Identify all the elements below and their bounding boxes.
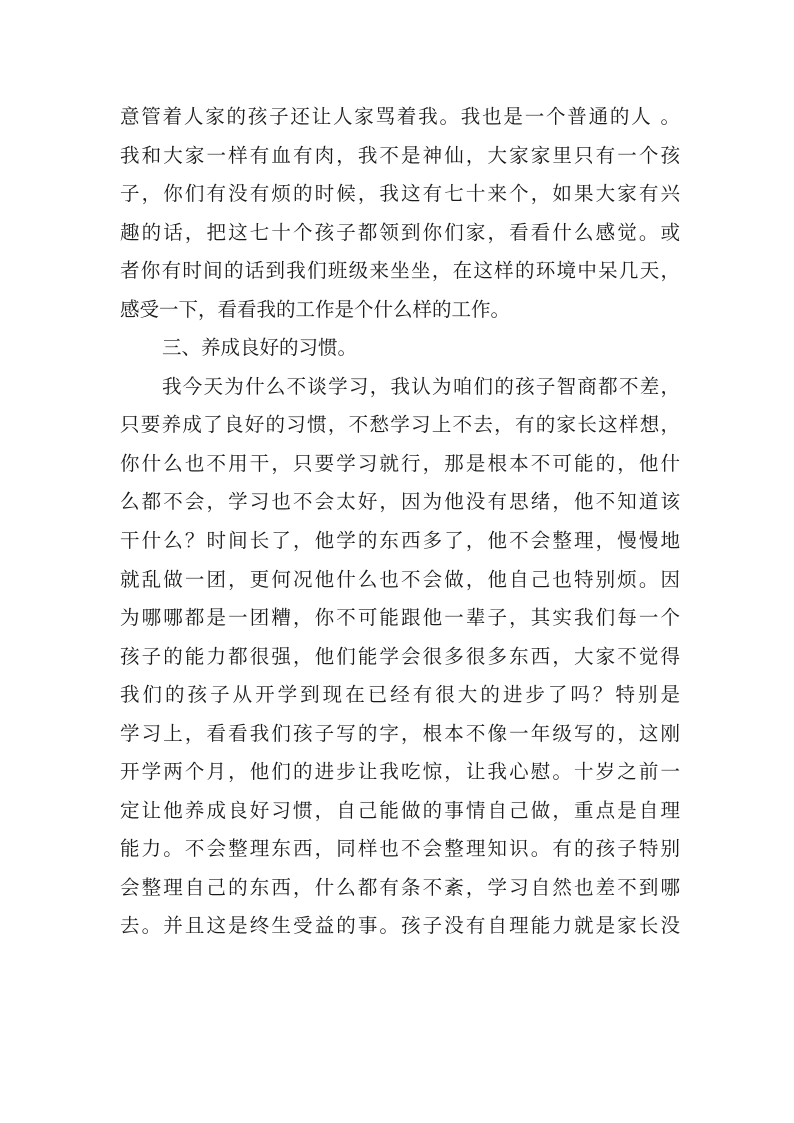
text-line: 孩子的能力都很强，他们能学会很多很多东西，大家不觉得 [120, 644, 680, 668]
section-heading: 三、养成良好的习惯。 [162, 336, 358, 360]
text-line: 就乱做一团，更何况他什么也不会做，他自己也特别烦。因 [120, 567, 680, 591]
text-line: 能力。不会整理东西，同样也不会整理知识。有的孩子特别 [120, 837, 680, 861]
text-line: 为哪哪都是一团糟，你不可能跟他一辈子，其实我们每一个 [120, 606, 680, 630]
text-line: 者你有时间的话到我们班级来坐坐，在这样的环境中呆几天， [120, 259, 680, 283]
body-text [120, 98, 680, 946]
text-line: 趣的话，把这七十个孩子都领到你们家，看看什么感觉。或 [120, 220, 680, 244]
text-line: 我今天为什么不谈学习，我认为咱们的孩子智商都不差， [162, 374, 680, 398]
text-line: 只要养成了良好的习惯，不愁学习上不去，有的家长这样想， [120, 413, 680, 437]
text-line: 么都不会，学习也不会太好，因为他没有思绪，他不知道该 [120, 490, 680, 514]
text-line: 去。并且这是终生受益的事。孩子没有自理能力就是家长没 [120, 914, 680, 938]
text-line: 我们的孩子从开学到现在已经有很大的进步了吗？特别是 [120, 683, 680, 707]
text-line: 意管着人家的孩子还让人家骂着我。我也是一个普通的人 。 [120, 105, 680, 128]
text-line: 你什么也不用干，只要学习就行，那是根本不可能的，他什 [120, 451, 680, 475]
text-line: 感受一下，看看我的工作是个什么样的工作。 [120, 297, 511, 321]
text-line: 会整理自己的东西，什么都有条不紊，学习自然也差不到哪 [120, 875, 680, 899]
text-line: 学习上，看看我们孩子写的字，根本不像一年级写的，这刚 [120, 721, 680, 745]
text-line: 子，你们有没有烦的时候，我这有七十来个，如果大家有兴 [120, 182, 680, 206]
text-line: 我和大家一样有血有肉，我不是神仙，大家家里只有一个孩 [120, 143, 680, 167]
text-line: 定让他养成良好习惯，自己能做的事情自己做，重点是自理 [120, 798, 680, 822]
text-line: 开学两个月，他们的进步让我吃惊，让我心慰。十岁之前一 [120, 760, 680, 784]
text-line: 干什么？时间长了，他学的东西多了，他不会整理，慢慢地 [120, 529, 680, 553]
